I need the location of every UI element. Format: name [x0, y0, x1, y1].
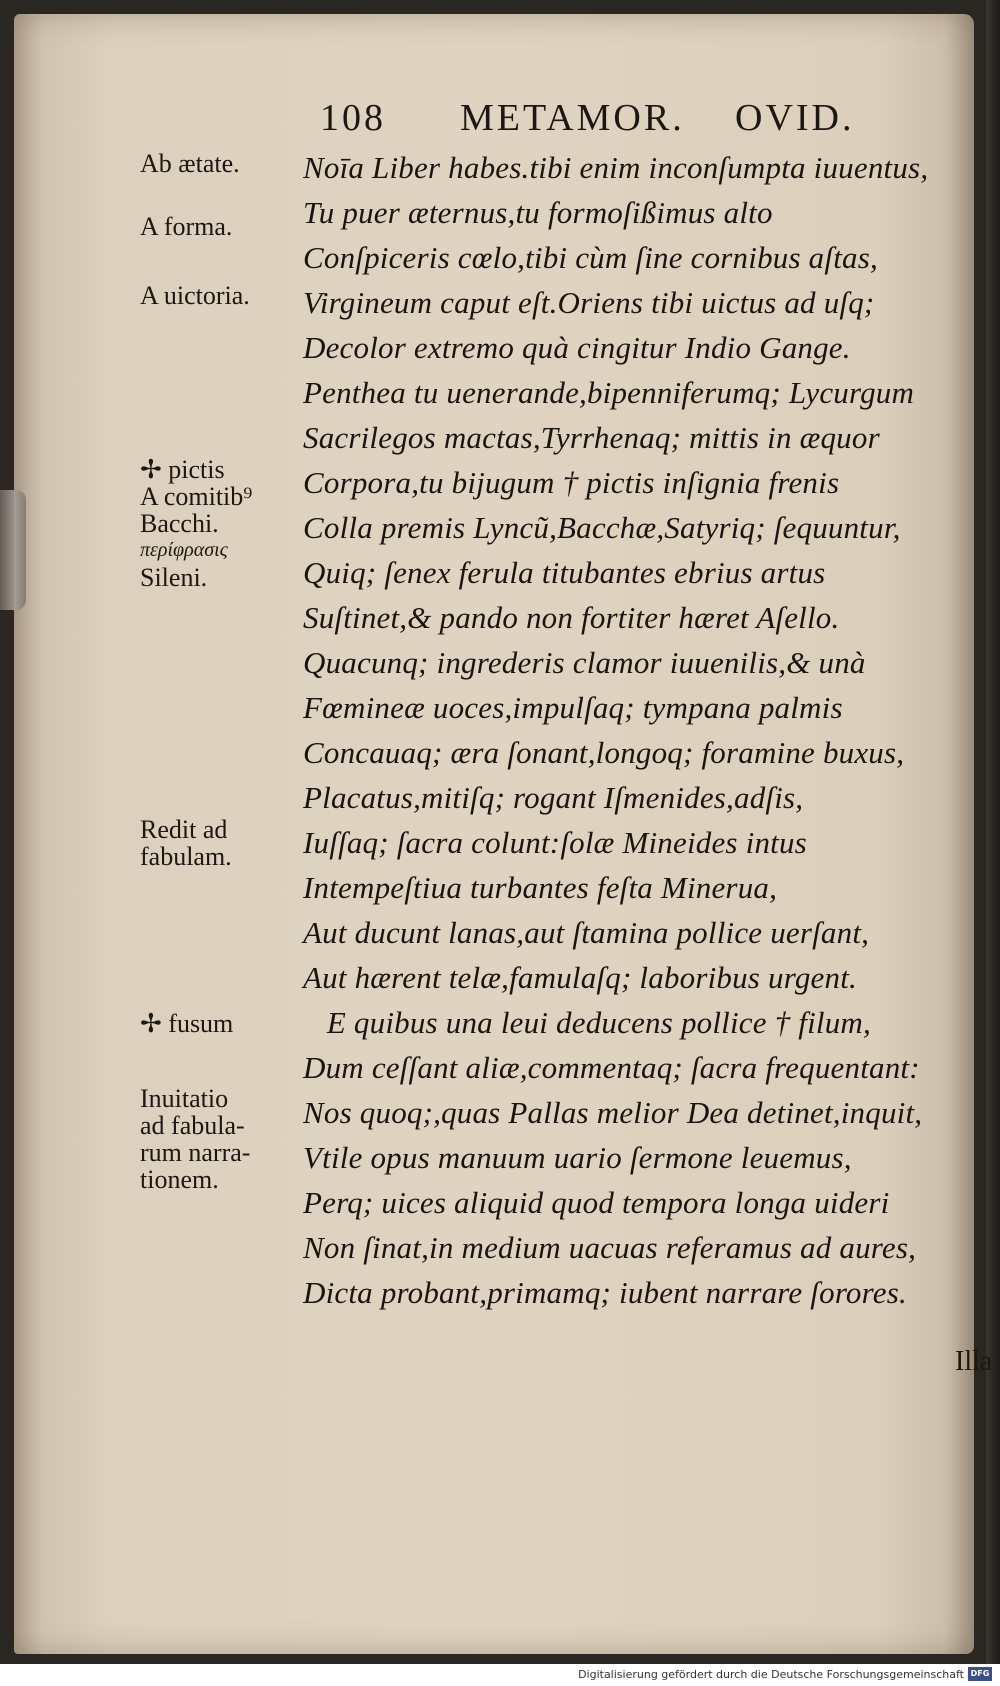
- verse-line: Noīa Liber habes.tibi enim inconſumpta iuuentus,: [303, 150, 929, 185]
- margin-note: [140, 816, 300, 870]
- verse-line: Suſtinet,& pando non fortiter hæret Aſello.: [303, 600, 840, 635]
- running-header: [320, 96, 880, 148]
- verse-line: Virgineum caput eſt.Oriens tibi uictus ad uſq;: [303, 285, 875, 320]
- running-title-left: METAMOR.: [460, 97, 685, 139]
- margin-note-line: ad fabula-: [140, 1111, 245, 1140]
- margin-note-line: Redit ad: [140, 815, 228, 844]
- verse-line: Conſpiceris cœlo,tibi cùm ſine cornibus aſtas,: [303, 240, 878, 275]
- verse-line: Colla premis Lyncũ,Bacchæ,Satyriq; ſequuntur,: [303, 510, 901, 545]
- margin-note-line: Sileni.: [140, 563, 208, 592]
- verse-line: Iuſſaq; ſacra colunt:ſolæ Mineides intus: [303, 825, 807, 860]
- verse-line: Intempeſtiua turbantes feſta Mineruа,: [303, 870, 778, 905]
- verse-line: Dicta probant,primamq; iubent narrare ſorores.: [303, 1275, 907, 1310]
- book-clasp: [0, 490, 26, 610]
- dfg-logo: DFG: [968, 1667, 992, 1681]
- margin-note-line: A uictoria.: [140, 281, 250, 310]
- verse-line: Decolor extremo quà cingitur Indio Gange.: [303, 330, 851, 365]
- verse-line: Tu puer æternus,tu formoſißimus alto: [303, 195, 773, 230]
- margin-note-line: Ab ætate.: [140, 149, 240, 178]
- margin-note: [140, 456, 300, 591]
- verse-line: Aut hærent telæ,famulaſq; laboribus urgent.: [303, 960, 857, 995]
- verse-line: Non ſinat,in medium uacuas referamus ad aures,: [303, 1230, 917, 1265]
- margin-note-line: περίφρασις: [140, 539, 228, 561]
- verse-line: Dum ceſſant aliæ,commentaq; ſacra frequentant:: [303, 1050, 920, 1085]
- margin-note-line: Bacchi.: [140, 509, 219, 538]
- margin-note-line: ✢ fusum: [140, 1009, 234, 1038]
- running-title-right: OVID.: [735, 97, 855, 139]
- verse-line: Sacrilegos mactas,Tyrrhenaq; mittis in æquor: [303, 420, 880, 455]
- verse-line: Quiq; ſenex ferula titubantes ebrius artus: [303, 555, 826, 590]
- margin-note-line: A forma.: [140, 212, 233, 241]
- verse-line: Fœmineæ uoces,impulſaq; tympana palmis: [303, 690, 843, 725]
- catchword: Illa: [955, 1346, 993, 1377]
- page-number: 108: [320, 97, 386, 139]
- margin-note-line: rum narra-: [140, 1138, 251, 1167]
- margin-note-line: Inuitatio: [140, 1084, 229, 1113]
- verse-line: Aut ducunt lanas,aut ſtamina pollice uerſant,: [303, 915, 870, 950]
- margin-note: [140, 150, 300, 177]
- verse-line: E quibus una leui deducens pollice † filum,: [303, 1005, 871, 1040]
- verse-line: Penthea tu uenerande,bipenniferumq; Lycurgum: [303, 375, 915, 410]
- margin-note: [140, 1010, 300, 1037]
- verse-line: Corpora,tu bijugum † pictis inſignia frenis: [303, 465, 840, 500]
- margin-note: [140, 282, 300, 309]
- verse-line: Placatus,mitiſq; rogant Iſmenides,adſis,: [303, 780, 804, 815]
- margin-note: [140, 213, 300, 240]
- margin-note: [140, 1085, 300, 1193]
- margin-note-line: tionem.: [140, 1165, 219, 1194]
- footer-credit: Digitalisierung gefördert durch die Deutsche Forschungsgemeinschaft: [578, 1668, 964, 1681]
- verse-line: Quacunq; ingrederis clamor iuuenilis,& unà: [303, 645, 866, 680]
- margin-note-line: fabulam.: [140, 842, 232, 871]
- margin-note-line: A comitib⁹: [140, 482, 253, 511]
- verse-line: Perq; uices aliquid quod tempora longa uideri: [303, 1185, 890, 1220]
- verse-line: Concauaq; æra ſonant,longoq; foramine buxus,: [303, 735, 905, 770]
- verse-line: Nos quoq;,quas Pallas melior Dea detinet,inquit,: [303, 1095, 923, 1130]
- margin-note-line: ✢ pictis: [140, 455, 225, 484]
- verse-line: Vtile opus manuum uario ſermone leuemus,: [303, 1140, 852, 1175]
- digitization-footer: [0, 1664, 1000, 1686]
- book-edge: [986, 0, 1000, 1664]
